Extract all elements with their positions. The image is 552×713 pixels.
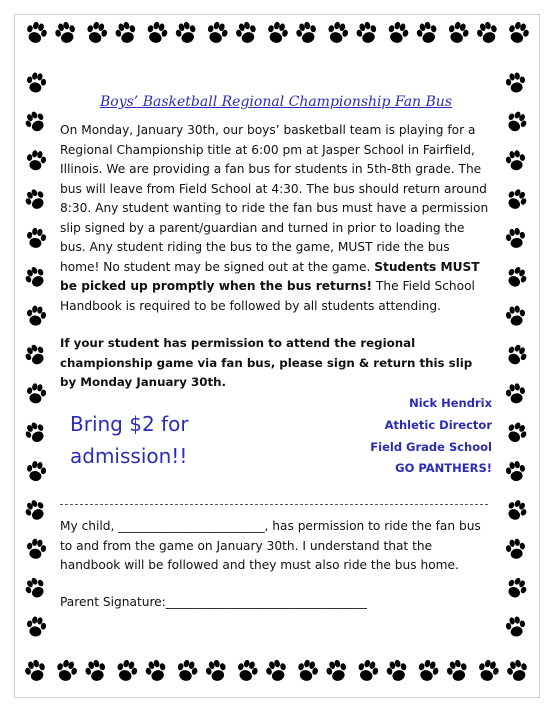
- signer-name: Nick Hendrix: [409, 396, 492, 410]
- announcement-paragraph: [60, 121, 490, 316]
- paw-print-icon: [503, 419, 529, 446]
- document-title: [0, 91, 552, 110]
- paw-print-icon: [445, 658, 471, 684]
- paw-print-icon: [295, 658, 321, 684]
- paw-print-icon: [25, 615, 47, 638]
- paw-print-icon: [25, 382, 47, 405]
- title-text: Boys’ Basketball Regional Championship Fan Bus: [99, 94, 453, 110]
- paw-print-icon: [503, 186, 529, 213]
- paw-print-icon: [505, 382, 527, 405]
- school-motto: GO PANTHERS!: [395, 461, 492, 476]
- paw-print-icon: [144, 20, 170, 46]
- school-name: Field Grade School: [370, 439, 492, 454]
- paw-print-icon: [505, 615, 527, 638]
- paw-print-icon: [503, 264, 529, 291]
- paw-print-icon: [114, 658, 140, 684]
- handbook-text: The Field School Handbook is required to be followed by all students attending.: [60, 279, 475, 313]
- pickup-warning: Students MUST be picked up promptly when the bus returns!: [60, 259, 480, 293]
- paw-print-icon: [204, 658, 230, 684]
- paw-print-icon: [23, 658, 49, 684]
- paw-print-icon: [505, 538, 527, 561]
- paw-print-icon: [503, 108, 529, 135]
- paw-print-icon: [475, 20, 501, 46]
- paw-print-icon: [415, 658, 441, 684]
- paw-print-icon: [54, 658, 80, 684]
- signature-block: [370, 393, 492, 480]
- paw-print-icon: [143, 658, 169, 684]
- paw-print-icon: [354, 20, 380, 46]
- paw-print-icon: [355, 658, 381, 684]
- paw-print-icon: [204, 20, 230, 46]
- paw-print-icon: [505, 304, 527, 327]
- paw-print-icon: [235, 658, 261, 684]
- paw-print-icon: [503, 497, 529, 524]
- paw-print-icon: [22, 419, 48, 446]
- paw-print-icon: [264, 658, 290, 684]
- paw-print-icon: [505, 149, 527, 172]
- paw-print-icon: [83, 658, 109, 684]
- paw-print-icon: [22, 264, 48, 291]
- paw-print-icon: [53, 20, 79, 46]
- permission-instructions: If your student has permission to attend the regional championship game via fan bus, please sign & return this slip by Monday January 30th.: [60, 336, 473, 389]
- admission-note: Bring $2 for admission!!: [70, 412, 189, 468]
- paw-print-icon: [84, 20, 110, 46]
- parent-signature-line: Parent Signature:_________________________________: [60, 595, 367, 609]
- paw-print-icon: [22, 497, 48, 524]
- paw-print-icon: [25, 304, 47, 327]
- paw-print-icon: [385, 20, 411, 46]
- paw-print-icon: [22, 575, 48, 602]
- paw-print-icon: [25, 149, 47, 172]
- paw-print-icon: [503, 342, 529, 369]
- paw-print-icon: [325, 20, 351, 46]
- paw-print-icon: [22, 186, 48, 213]
- paw-print-icon: [414, 20, 440, 46]
- paw-print-icon: [22, 342, 48, 369]
- paw-print-icon: [505, 460, 527, 483]
- permission-slip-text: My child, ________________________, has permission to ride the fan bus to and from the game on January 30th. I understand that the handbook will be followed and they must also ride the bus home.: [60, 519, 481, 572]
- paw-print-icon: [476, 658, 502, 684]
- paw-print-icon: [25, 538, 47, 561]
- paw-print-icon: [324, 658, 350, 684]
- paw-print-icon: [505, 658, 531, 684]
- paw-print-icon: [265, 20, 291, 46]
- paw-print-icon: [173, 20, 199, 46]
- paw-print-icon: [174, 658, 200, 684]
- paw-print-icon: [503, 575, 529, 602]
- paw-print-icon: [505, 227, 527, 250]
- paragraph-text: On Monday, January 30th, our boys’ basketball team is playing for a Regional Championship title at 6:00 pm at Jasper School in Fairfield, Illinois. We are providing a fan bus for students in 5th-8th grade. The bus will leave from Field School at 4:30. The bus should return around 8:30. Any student wanting to ride the fan bus must have a permission slip signed by a parent/guardian and turned in prior to loading the bus. Any student riding the bus to the game, MUST ride the bus home! No student may be signed out at the game.: [60, 123, 489, 274]
- paw-print-icon: [113, 20, 139, 46]
- paw-print-icon: [24, 20, 50, 46]
- signer-role: Athletic Director: [384, 417, 492, 432]
- paw-print-icon: [22, 108, 48, 135]
- paw-print-icon: [445, 20, 471, 46]
- paw-print-icon: [25, 460, 47, 483]
- paw-print-icon: [506, 20, 532, 46]
- paw-print-icon: [234, 20, 260, 46]
- paw-print-icon: [384, 658, 410, 684]
- paw-print-icon: [294, 20, 320, 46]
- paw-print-icon: [25, 227, 47, 250]
- cut-line: [60, 504, 488, 505]
